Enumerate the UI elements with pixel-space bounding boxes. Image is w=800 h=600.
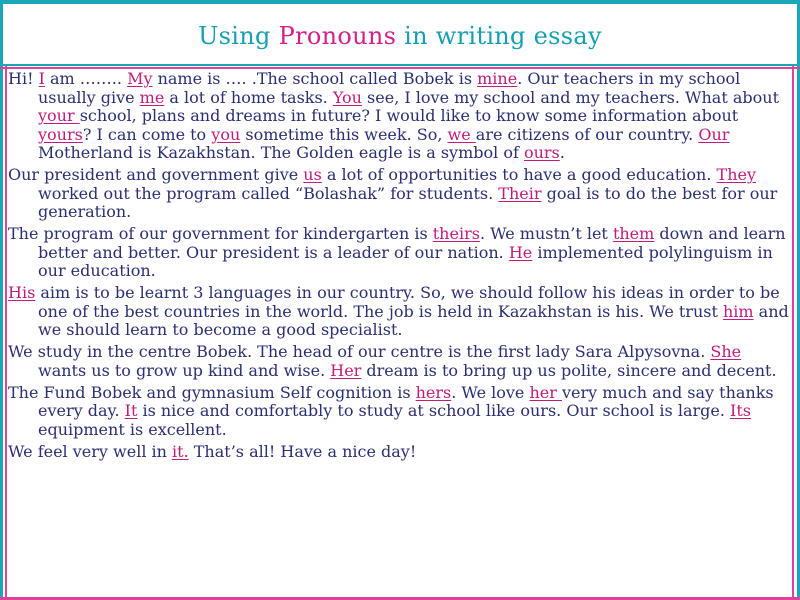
pronoun-highlight: It <box>124 401 138 420</box>
left-border <box>0 0 3 600</box>
essay-text: Motherland is Kazakhstan. The Golden eagle is a symbol of <box>38 143 524 162</box>
pronoun-highlight: him <box>722 301 754 321</box>
essay-text: . We mustn’t let <box>479 224 613 243</box>
pronoun-highlight: Its <box>730 401 751 420</box>
pronoun-highlight: ours <box>523 143 560 162</box>
pronoun-highlight: theirs <box>432 224 480 243</box>
inner-left-border <box>5 64 7 600</box>
essay-text: am …….. <box>44 69 128 88</box>
essay-text: worked out the program called “Bolashak” for students. <box>38 183 499 203</box>
pronoun-highlight: Our <box>698 124 730 144</box>
title-band <box>0 4 800 66</box>
essay-text: are citizens of our country. <box>475 124 699 144</box>
title-divider-teal <box>0 64 800 66</box>
essay-paragraph <box>8 225 794 281</box>
pronoun-highlight: me <box>139 87 165 107</box>
essay-text: Our president and government give <box>8 165 304 184</box>
pronoun-highlight: My <box>127 69 153 88</box>
pronoun-highlight: yours <box>38 124 83 144</box>
essay-text: a lot of home tasks. <box>164 87 333 107</box>
essay-text: Hi! <box>8 69 39 88</box>
pronoun-highlight: Their <box>498 183 542 203</box>
essay-text: equipment is excellent. <box>38 419 227 439</box>
title-post: in writing essay <box>396 22 602 50</box>
pronoun-highlight: I <box>38 69 45 88</box>
pronoun-highlight: we <box>447 124 476 144</box>
essay-paragraph <box>8 384 794 440</box>
pronoun-highlight: it. <box>172 441 189 461</box>
pronoun-highlight: His <box>8 283 36 302</box>
essay-paragraph <box>8 284 794 340</box>
title-pre: Using <box>198 22 279 50</box>
pronoun-highlight: us <box>303 165 322 184</box>
essay-text: . Our teachers in my school usually give <box>38 69 741 107</box>
pronoun-highlight: hers <box>415 382 452 402</box>
essay-text: goal is to do the best for our generation. <box>38 183 778 221</box>
slide-title <box>0 22 800 50</box>
essay-text: dream is to bring up us polite, sincere and decent. <box>361 360 777 380</box>
essay-text: implemented polylinguism in our education. <box>38 242 773 280</box>
essay-paragraph <box>8 343 794 380</box>
essay-text: see, I love my school and my teachers. What about <box>361 87 779 107</box>
essay-paragraph <box>8 166 794 222</box>
pronoun-highlight: You <box>332 87 362 107</box>
pronoun-highlight: her <box>529 382 562 402</box>
pronoun-highlight: She <box>710 342 742 361</box>
essay-text: aim is to be learnt 3 languages in our country. So, we should follow his ideas in order to be one of the best countries in the world. The job is held in Kazakhstan is his. We trust <box>35 283 780 321</box>
essay-text: We study in the centre Bobek. The head of our centre is the first lady Sara Alpysovna. <box>8 342 711 361</box>
essay-text: down and learn better and better. Our president is a leader of our nation. <box>38 224 786 262</box>
essay-text: and we should learn to become a good specialist. <box>38 301 789 339</box>
essay-text: . We love <box>451 382 530 402</box>
pronoun-highlight: He <box>508 242 533 262</box>
pronoun-highlight: them <box>612 224 655 243</box>
essay-text: school, plans and dreams in future? I would like to know some information about <box>79 106 739 125</box>
essay-text: a lot of opportunities to have a good education. <box>321 165 717 184</box>
essay-text: sometime this week. So, <box>240 124 448 144</box>
essay-text: is nice and comfortably to study at school like ours. Our school is large. <box>137 401 731 420</box>
essay-text: The program of our government for kindergarten is <box>8 224 433 243</box>
pronoun-highlight: your <box>38 106 80 125</box>
pronoun-highlight: They <box>716 165 756 184</box>
essay-text: We feel very well in <box>8 441 173 461</box>
pronoun-highlight: mine <box>477 69 518 88</box>
essay-text: . <box>559 143 565 162</box>
essay-text: ? I can come to <box>82 124 212 144</box>
pronoun-highlight: Her <box>330 360 362 380</box>
essay-text: wants us to grow up kind and wise. <box>38 360 331 380</box>
essay-paragraph <box>8 443 794 462</box>
essay-text: name is …. .The school called Bobek is <box>152 69 478 88</box>
essay-text: That’s all! Have a nice day! <box>188 441 417 461</box>
essay-text: very much and say thanks every day. <box>38 382 774 420</box>
title-keyword: Pronouns <box>278 22 397 50</box>
essay-paragraph <box>8 70 794 163</box>
pronoun-highlight: you <box>211 124 241 144</box>
essay-body <box>8 70 794 465</box>
essay-text: The Fund Bobek and gymnasium Self cognition is <box>8 382 416 402</box>
